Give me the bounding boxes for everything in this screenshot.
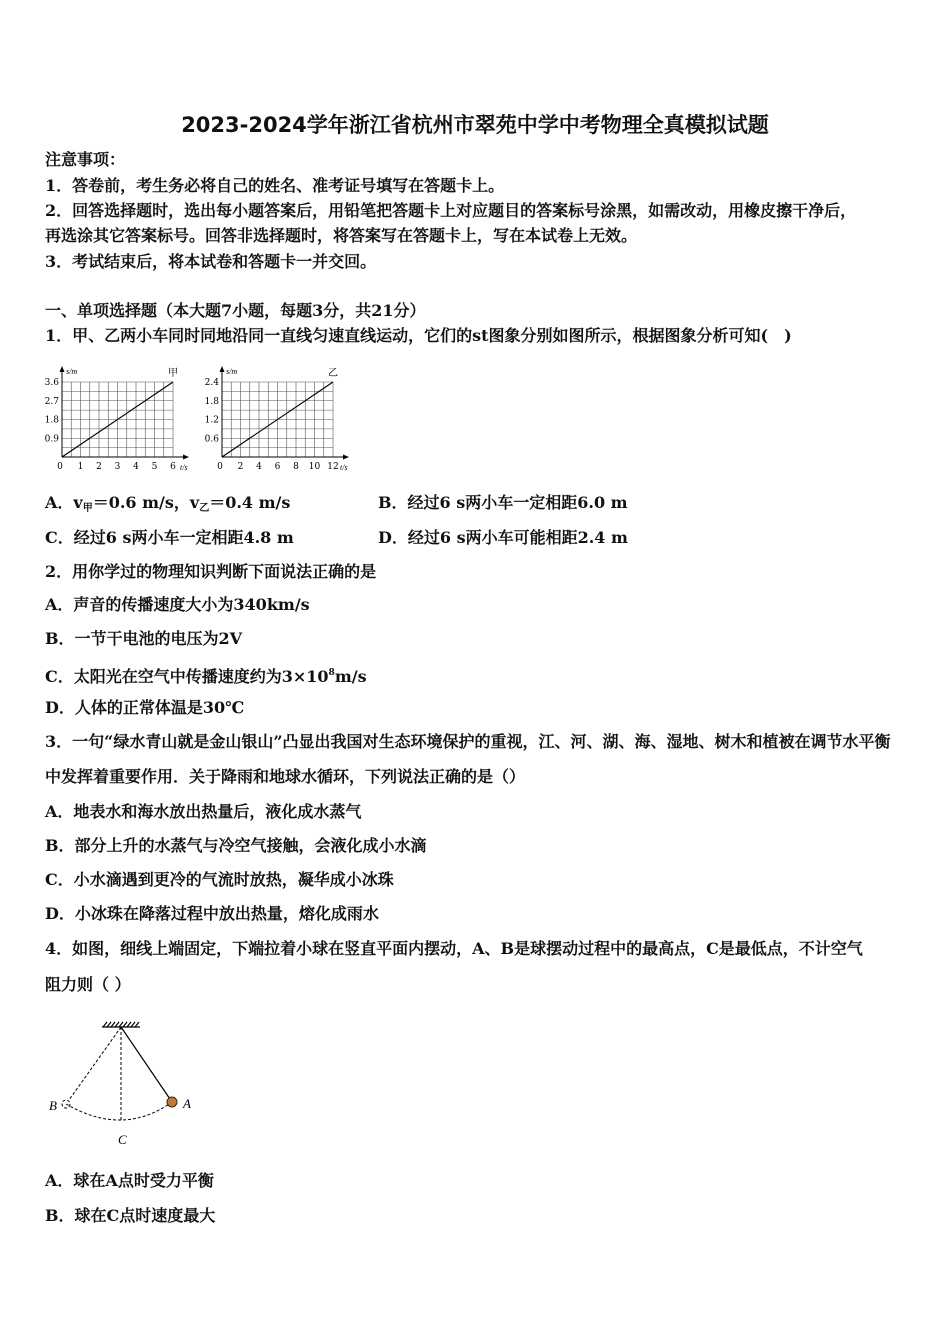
y-axis-label: s/m — [226, 367, 238, 376]
question-3-stem: 3．一句“绿水青山就是金山银山”凸显出我国对生态环境保护的重视，江、河、湖、海、湿地、树木和植被在调节水平衡 — [45, 732, 891, 751]
option-label: A． — [45, 493, 74, 512]
unit: m/s — [334, 667, 367, 686]
question-1-option-a — [45, 493, 290, 519]
x-tick-label: 6 — [170, 462, 176, 472]
x-axis-arrow — [343, 455, 349, 460]
x-tick-label: 8 — [293, 462, 299, 472]
pendulum-ball — [167, 1097, 177, 1107]
ceiling-hatch — [103, 1022, 139, 1027]
section-heading: 一、单项选择题（本大题7小题，每题3分，共21分） — [45, 301, 426, 320]
velocity-subscript: 甲 — [82, 503, 93, 514]
question-3-option-d: D．小冰珠在降落过程中放出热量，熔化成雨水 — [45, 904, 379, 923]
y-tick-label: 1.2 — [204, 415, 219, 426]
question-3-option-c: C．小水滴遇到更冷的气流时放热，凝华成小冰珠 — [45, 870, 394, 889]
y-axis-label: s/m — [66, 367, 78, 376]
question-2-option-a: A．声音的传播速度大小为340km/s — [45, 595, 310, 614]
origin-label: 0 — [217, 462, 223, 472]
y-tick-label: 2.4 — [204, 378, 219, 388]
question-3-stem-continued: 中发挥着重要作用．关于降雨和地球水循环，下列说法正确的是（） — [45, 767, 526, 786]
series-label: 甲 — [168, 368, 178, 379]
velocity-subscript: 乙 — [199, 503, 210, 514]
st-graph-yi — [200, 362, 360, 474]
question-3-option-b: B．部分上升的水蒸气与冷空气接触，会液化成小水滴 — [45, 836, 427, 855]
question-1-option-d: D．经过6 s两小车可能相距2.4 m — [378, 528, 628, 547]
x-tick-label: 3 — [114, 462, 121, 472]
x-tick-label: 1 — [77, 462, 84, 472]
question-4-stem: 4．如图，细线上端固定，下端拉着小球在竖直平面内摆动，A、B是球摆动过程中的最高点，C是最低点，不计空气 — [45, 939, 863, 958]
notice-line: 1．答卷前，考生务必将自己的姓名、准考证号填写在答题卡上。 — [45, 176, 505, 195]
velocity-symbol: v — [189, 493, 200, 512]
y-tick-label: 3.6 — [44, 378, 59, 388]
x-tick-label: 4 — [256, 462, 262, 472]
x-tick-label: 10 — [308, 462, 321, 472]
label-c: C — [118, 1132, 127, 1147]
question-2-stem: 2．用你学过的物理知识判断下面说法正确的是 — [45, 562, 377, 581]
question-2-option-d: D．人体的正常体温是30℃ — [45, 698, 245, 717]
option-text: C．太阳光在空气中传播速度约为3×10 — [45, 667, 329, 686]
y-tick-label: 2.7 — [44, 396, 59, 407]
notice-line: 3．考试结束后，将本试卷和答题卡一并交回。 — [45, 252, 377, 271]
label-a: A — [183, 1096, 191, 1111]
string-to-a — [121, 1027, 172, 1102]
exponent: 8 — [328, 668, 335, 678]
x-tick-label: 2 — [96, 462, 102, 472]
pendulum-figure — [40, 1012, 200, 1152]
x-tick-label: 4 — [133, 462, 139, 472]
x-axis-label: t/s — [340, 463, 348, 472]
question-3-option-a: A．地表水和海水放出热量后，液化成水蒸气 — [45, 802, 362, 821]
y-tick-label: 0.9 — [44, 434, 59, 445]
series-label: 乙 — [328, 368, 338, 379]
origin-label: 0 — [57, 462, 63, 472]
notice-heading: 注意事项： — [45, 150, 126, 169]
y-axis-arrow — [60, 366, 65, 372]
x-tick-label: 2 — [237, 462, 244, 472]
y-axis-arrow — [220, 366, 225, 372]
question-4-option-b: B．球在C点时速度最大 — [45, 1206, 216, 1225]
x-axis-label: t/s — [180, 463, 188, 472]
question-1-stem: 1．甲、乙两小车同时同地沿同一直线匀速直线运动，它们的st图象分别如图所示，根据图象分析可知( ) — [45, 326, 792, 345]
x-tick-label: 12 — [327, 462, 339, 472]
x-tick-label: 6 — [274, 462, 281, 472]
swing-arc — [66, 1102, 172, 1120]
label-b: B — [49, 1098, 57, 1113]
notice-line: 2．回答选择题时，选出每小题答案后，用铅笔把答题卡上对应题目的答案标号涂黑，如需改动，用橡皮擦干净后， — [45, 201, 857, 220]
page-title: 2023-2024学年浙江省杭州市翠苑中学中考物理全真模拟试题 — [181, 113, 769, 137]
x-axis-arrow — [183, 455, 189, 460]
notice-line: 再选涂其它答案标号。回答非选择题时，将答案写在答题卡上，写在本试卷上无效。 — [45, 226, 638, 245]
question-1-option-b: B．经过6 s两小车一定相距6.0 m — [378, 493, 628, 512]
y-tick-label: 0.6 — [204, 434, 219, 445]
y-tick-label: 1.8 — [204, 396, 219, 407]
y-tick-label: 1.8 — [44, 415, 59, 426]
velocity-symbol: v — [73, 493, 83, 512]
velocity-value: ＝0.4 m/s — [209, 493, 291, 512]
question-2-option-c — [45, 663, 367, 687]
x-tick-label: 5 — [151, 462, 158, 472]
velocity-value: ＝0.6 m/s， — [92, 493, 190, 512]
question-1-option-c: C．经过6 s两小车一定相距4.8 m — [45, 528, 294, 547]
question-4-option-a: A．球在A点时受力平衡 — [45, 1171, 214, 1190]
question-2-option-b: B．一节干电池的电压为2V — [45, 629, 243, 648]
st-graph-jia — [40, 362, 200, 474]
dashed-string-to-b — [69, 1027, 121, 1100]
question-4-stem-continued: 阻力则（ ） — [45, 975, 131, 994]
